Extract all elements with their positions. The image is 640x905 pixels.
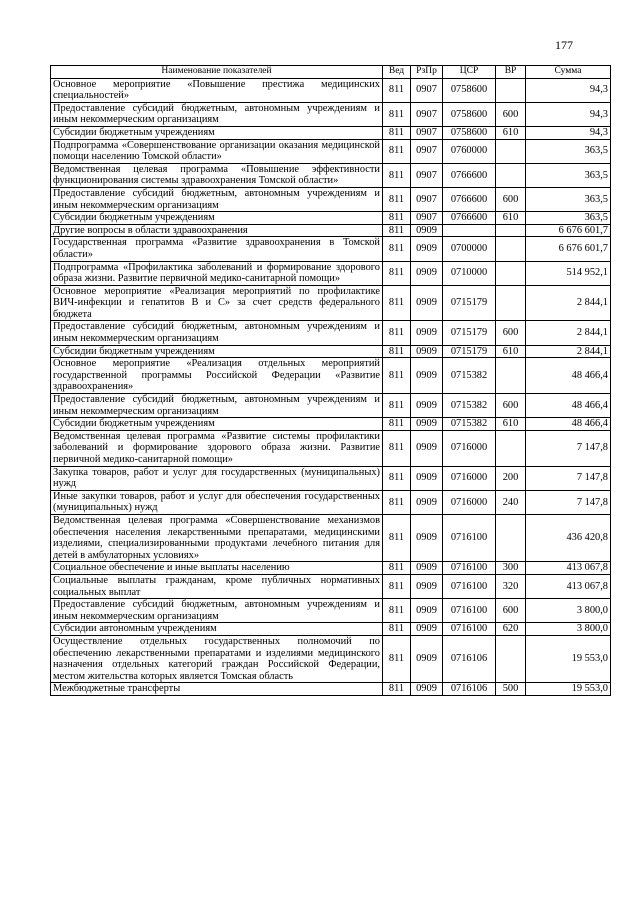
row-name-cell: Подпрограмма «Совершенствование организации оказания медицинской помощи населению Томской области» — [51, 139, 383, 163]
row-rzpr-cell: 0909 — [411, 285, 443, 321]
row-sum-cell: 94,3 — [526, 102, 611, 126]
row-csr-cell: 0766600 — [443, 187, 496, 211]
row-rzpr-cell: 0909 — [411, 224, 443, 237]
row-ved-cell: 811 — [383, 635, 411, 682]
table-row — [51, 237, 611, 261]
row-sum-cell: 48 466,4 — [526, 418, 611, 431]
row-csr-cell: 0715179 — [443, 345, 496, 358]
row-rzpr-cell: 0907 — [411, 163, 443, 187]
row-name-cell: Иные закупки товаров, работ и услуг для обеспечения государственных (муниципальных) нужд — [51, 490, 383, 514]
table-row — [51, 358, 611, 394]
row-sum-cell: 6 676 601,7 — [526, 224, 611, 237]
row-rzpr-cell: 0909 — [411, 430, 443, 466]
row-csr-cell: 0715382 — [443, 394, 496, 418]
table-row — [51, 623, 611, 636]
row-name-cell: Предоставление субсидий бюджетным, автономным учреждениям и иным некоммерческим организациям — [51, 102, 383, 126]
row-ved-cell: 811 — [383, 237, 411, 261]
row-ved-cell: 811 — [383, 163, 411, 187]
table-body — [51, 78, 611, 695]
row-rzpr-cell: 0907 — [411, 78, 443, 102]
row-rzpr-cell: 0909 — [411, 514, 443, 561]
row-ved-cell: 811 — [383, 224, 411, 237]
row-rzpr-cell: 0909 — [411, 394, 443, 418]
row-sum-cell: 7 147,8 — [526, 466, 611, 490]
row-csr-cell: 0716100 — [443, 574, 496, 598]
row-sum-cell: 94,3 — [526, 126, 611, 139]
row-name-cell: Предоставление субсидий бюджетным, автономным учреждениям и иным некоммерческим организациям — [51, 599, 383, 623]
row-name-cell: Субсидии бюджетным учреждениям — [51, 126, 383, 139]
row-ved-cell: 811 — [383, 126, 411, 139]
row-rzpr-cell: 0907 — [411, 139, 443, 163]
row-csr-cell: 0715382 — [443, 358, 496, 394]
row-vr-cell: 600 — [496, 102, 526, 126]
row-ved-cell: 811 — [383, 418, 411, 431]
table-row — [51, 126, 611, 139]
table-row — [51, 430, 611, 466]
row-vr-cell: 600 — [496, 187, 526, 211]
row-vr-cell: 320 — [496, 574, 526, 598]
row-name-cell: Основное мероприятие «Повышение престижа медицинских специальностей» — [51, 78, 383, 102]
row-name-cell: Предоставление субсидий бюджетным, автономным учреждениям и иным некоммерческим организациям — [51, 187, 383, 211]
row-rzpr-cell: 0909 — [411, 321, 443, 345]
row-rzpr-cell: 0909 — [411, 237, 443, 261]
row-vr-cell — [496, 635, 526, 682]
row-name-cell: Основное мероприятие «Реализация мероприятий по профилактике ВИЧ-инфекции и гепатитов В и С» за счет средств федерального бюджета — [51, 285, 383, 321]
row-ved-cell: 811 — [383, 466, 411, 490]
header-name: Наименование показателей — [51, 66, 383, 79]
row-vr-cell — [496, 514, 526, 561]
row-csr-cell: 0715179 — [443, 285, 496, 321]
row-vr-cell — [496, 430, 526, 466]
row-sum-cell: 363,5 — [526, 212, 611, 225]
table-row — [51, 285, 611, 321]
row-name-cell: Другие вопросы в области здравоохранения — [51, 224, 383, 237]
page-number: 177 — [555, 38, 573, 52]
row-ved-cell: 811 — [383, 623, 411, 636]
row-name-cell: Социальное обеспечение и иные выплаты населению — [51, 562, 383, 575]
row-rzpr-cell: 0909 — [411, 345, 443, 358]
row-rzpr-cell: 0909 — [411, 490, 443, 514]
row-vr-cell: 300 — [496, 562, 526, 575]
row-rzpr-cell: 0909 — [411, 574, 443, 598]
row-sum-cell: 2 844,1 — [526, 345, 611, 358]
table-header-row — [51, 66, 611, 79]
row-ved-cell: 811 — [383, 490, 411, 514]
table-row — [51, 139, 611, 163]
table-row — [51, 224, 611, 237]
row-vr-cell: 610 — [496, 126, 526, 139]
row-sum-cell: 413 067,8 — [526, 574, 611, 598]
budget-table — [50, 65, 611, 696]
row-name-cell: Предоставление субсидий бюджетным, автономным учреждениям и иным некоммерческим организациям — [51, 321, 383, 345]
row-rzpr-cell: 0907 — [411, 126, 443, 139]
table-row — [51, 345, 611, 358]
table-row — [51, 394, 611, 418]
row-csr-cell: 0716000 — [443, 430, 496, 466]
row-name-cell: Осуществление отдельных государственных полномочий по обеспечению лекарственными препаратами и изделиями медицинского назначения отдельных категорий граждан Российской Федерации, местом жительства которых является Томская область — [51, 635, 383, 682]
row-rzpr-cell: 0909 — [411, 562, 443, 575]
row-vr-cell: 200 — [496, 466, 526, 490]
row-csr-cell: 0710000 — [443, 261, 496, 285]
row-rzpr-cell: 0907 — [411, 102, 443, 126]
row-sum-cell: 2 844,1 — [526, 321, 611, 345]
row-ved-cell: 811 — [383, 78, 411, 102]
row-name-cell: Ведомственная целевая программа «Развитие системы профилактики заболеваний и формирование здорового образа жизни. Развитие первичной медико-санитарной помощи» — [51, 430, 383, 466]
row-rzpr-cell: 0907 — [411, 212, 443, 225]
row-csr-cell: 0760000 — [443, 139, 496, 163]
row-sum-cell: 3 800,0 — [526, 599, 611, 623]
row-name-cell: Ведомственная целевая программа «Повышение эффективности функционирования системы здравоохранения Томской области» — [51, 163, 383, 187]
row-ved-cell: 811 — [383, 430, 411, 466]
row-sum-cell: 363,5 — [526, 163, 611, 187]
row-vr-cell: 610 — [496, 212, 526, 225]
row-name-cell: Социальные выплаты гражданам, кроме публичных нормативных социальных выплат — [51, 574, 383, 598]
table-row — [51, 514, 611, 561]
row-sum-cell: 436 420,8 — [526, 514, 611, 561]
row-name-cell: Субсидии бюджетным учреждениям — [51, 212, 383, 225]
row-ved-cell: 811 — [383, 562, 411, 575]
row-name-cell: Подпрограмма «Профилактика заболеваний и формирование здорового образа жизни. Развитие первичной медико-санитарной помощи» — [51, 261, 383, 285]
row-rzpr-cell: 0909 — [411, 623, 443, 636]
row-ved-cell: 811 — [383, 599, 411, 623]
table-row — [51, 562, 611, 575]
row-csr-cell: 0716100 — [443, 599, 496, 623]
row-vr-cell — [496, 285, 526, 321]
row-vr-cell: 600 — [496, 321, 526, 345]
row-vr-cell: 600 — [496, 599, 526, 623]
table-row — [51, 574, 611, 598]
row-name-cell: Государственная программа «Развитие здравоохранения в Томской области» — [51, 237, 383, 261]
row-csr-cell: 0715382 — [443, 418, 496, 431]
row-sum-cell: 413 067,8 — [526, 562, 611, 575]
row-rzpr-cell: 0909 — [411, 418, 443, 431]
row-sum-cell: 94,3 — [526, 78, 611, 102]
row-sum-cell: 7 147,8 — [526, 490, 611, 514]
row-vr-cell — [496, 224, 526, 237]
row-csr-cell: 0758600 — [443, 78, 496, 102]
table-row — [51, 187, 611, 211]
row-vr-cell: 610 — [496, 418, 526, 431]
row-name-cell: Основное мероприятие «Реализация отдельных мероприятий государственной программы Российской Федерации «Развитие здравоохранения» — [51, 358, 383, 394]
row-csr-cell: 0716000 — [443, 490, 496, 514]
row-csr-cell: 0766600 — [443, 163, 496, 187]
row-rzpr-cell: 0909 — [411, 358, 443, 394]
row-ved-cell: 811 — [383, 285, 411, 321]
table-row — [51, 490, 611, 514]
row-vr-cell: 500 — [496, 683, 526, 696]
table-row — [51, 102, 611, 126]
row-ved-cell: 811 — [383, 394, 411, 418]
row-ved-cell: 811 — [383, 683, 411, 696]
row-rzpr-cell: 0907 — [411, 187, 443, 211]
row-ved-cell: 811 — [383, 102, 411, 126]
row-sum-cell: 363,5 — [526, 187, 611, 211]
table-row — [51, 321, 611, 345]
table-row — [51, 683, 611, 696]
table-row — [51, 599, 611, 623]
row-name-cell: Субсидии бюджетным учреждениям — [51, 345, 383, 358]
table-row — [51, 635, 611, 682]
row-name-cell: Предоставление субсидий бюджетным, автономным учреждениям и иным некоммерческим организациям — [51, 394, 383, 418]
row-csr-cell: 0716106 — [443, 635, 496, 682]
row-name-cell: Закупка товаров, работ и услуг для государственных (муниципальных) нужд — [51, 466, 383, 490]
row-name-cell: Субсидии автономным учреждениям — [51, 623, 383, 636]
row-sum-cell: 6 676 601,7 — [526, 237, 611, 261]
row-csr-cell: 0716106 — [443, 683, 496, 696]
row-rzpr-cell: 0909 — [411, 599, 443, 623]
row-vr-cell — [496, 78, 526, 102]
row-ved-cell: 811 — [383, 321, 411, 345]
row-csr-cell: 0715179 — [443, 321, 496, 345]
row-ved-cell: 811 — [383, 358, 411, 394]
row-csr-cell: 0716100 — [443, 514, 496, 561]
row-rzpr-cell: 0909 — [411, 466, 443, 490]
row-sum-cell: 2 844,1 — [526, 285, 611, 321]
row-csr-cell: 0758600 — [443, 126, 496, 139]
header-ved: Вед — [383, 66, 411, 79]
row-rzpr-cell: 0909 — [411, 683, 443, 696]
header-sum: Сумма — [526, 66, 611, 79]
row-ved-cell: 811 — [383, 212, 411, 225]
row-csr-cell: 0766600 — [443, 212, 496, 225]
row-sum-cell: 19 553,0 — [526, 683, 611, 696]
row-sum-cell: 48 466,4 — [526, 394, 611, 418]
row-csr-cell: 0716100 — [443, 562, 496, 575]
row-csr-cell: 0716000 — [443, 466, 496, 490]
table-row — [51, 418, 611, 431]
row-ved-cell: 811 — [383, 187, 411, 211]
row-csr-cell — [443, 224, 496, 237]
row-name-cell: Субсидии бюджетным учреждениям — [51, 418, 383, 431]
row-csr-cell: 0758600 — [443, 102, 496, 126]
row-vr-cell: 240 — [496, 490, 526, 514]
row-sum-cell: 363,5 — [526, 139, 611, 163]
table-row — [51, 212, 611, 225]
header-csr: ЦСР — [443, 66, 496, 79]
row-sum-cell: 19 553,0 — [526, 635, 611, 682]
row-vr-cell — [496, 139, 526, 163]
row-sum-cell: 3 800,0 — [526, 623, 611, 636]
row-sum-cell: 7 147,8 — [526, 430, 611, 466]
header-vr: ВР — [496, 66, 526, 79]
table-row — [51, 163, 611, 187]
row-vr-cell — [496, 358, 526, 394]
row-ved-cell: 811 — [383, 261, 411, 285]
row-vr-cell — [496, 261, 526, 285]
row-vr-cell: 600 — [496, 394, 526, 418]
row-rzpr-cell: 0909 — [411, 261, 443, 285]
row-sum-cell: 48 466,4 — [526, 358, 611, 394]
row-vr-cell: 610 — [496, 345, 526, 358]
row-csr-cell: 0716100 — [443, 623, 496, 636]
table-row — [51, 78, 611, 102]
row-name-cell: Межбюджетные трансферты — [51, 683, 383, 696]
header-rzpr: РзПр — [411, 66, 443, 79]
row-ved-cell: 811 — [383, 574, 411, 598]
row-rzpr-cell: 0909 — [411, 635, 443, 682]
row-vr-cell: 620 — [496, 623, 526, 636]
row-csr-cell: 0700000 — [443, 237, 496, 261]
row-vr-cell — [496, 163, 526, 187]
row-name-cell: Ведомственная целевая программа «Совершенствование механизмов обеспечения населения лекарственными препаратами, медицинскими изделиями, специализированными продуктами лечебного питания для детей в амбулаторных условиях» — [51, 514, 383, 561]
row-vr-cell — [496, 237, 526, 261]
table-row — [51, 466, 611, 490]
row-ved-cell: 811 — [383, 345, 411, 358]
row-ved-cell: 811 — [383, 514, 411, 561]
row-sum-cell: 514 952,1 — [526, 261, 611, 285]
table-row — [51, 261, 611, 285]
row-ved-cell: 811 — [383, 139, 411, 163]
